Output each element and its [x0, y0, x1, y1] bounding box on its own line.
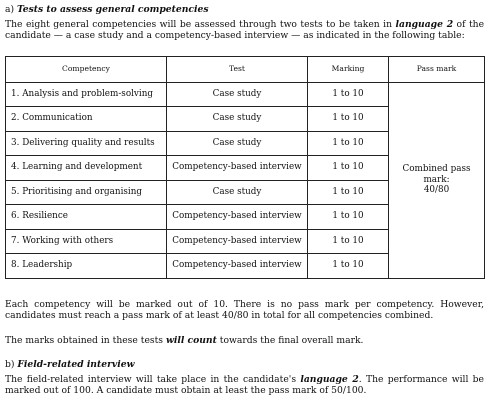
marking-cell: 1 to 10 [308, 205, 389, 230]
test-cell: Competency-based interview [167, 254, 308, 279]
test-cell: Case study [167, 107, 308, 132]
document-page [5, 4, 484, 397]
section-b-text-2: . The performance will be marked out of 100. A candidate must obtain at least the pass mark of 50/100. [5, 373, 484, 396]
competency-cell: 5. Prioritising and organising [6, 180, 167, 205]
header-test: Test [167, 56, 308, 82]
competency-table [5, 56, 485, 279]
marking-cell: 1 to 10 [308, 131, 389, 156]
section-a-heading [5, 4, 484, 16]
test-cell: Case study [167, 82, 308, 107]
test-cell: Competency-based interview [167, 229, 308, 254]
marking-cell: 1 to 10 [308, 82, 389, 107]
section-b-title: Field-related interview [17, 359, 135, 370]
table-row [6, 82, 485, 107]
section-b-label: b) [5, 359, 15, 370]
pass-mark-cell [389, 82, 485, 278]
marking-paragraph: Each competency will be marked out of 10. There is no pass mark per competency. However, candidates must reach a pass mark of at least 40/80 in total for all competencies combined. [5, 298, 484, 321]
header-competency: Competency [6, 56, 167, 82]
marking-cell: 1 to 10 [308, 254, 389, 279]
competency-cell: 4. Learning and development [6, 156, 167, 181]
marking-cell: 1 to 10 [308, 107, 389, 132]
intro-text-2: of the candidate — a case study and a competency-based interview — as indicated in the following table: [5, 18, 485, 41]
marking-cell: 1 to 10 [308, 180, 389, 205]
section-b-emphasis: language 2 [300, 373, 359, 385]
marks-count-paragraph [5, 335, 484, 347]
intro-text-1: The eight general competencies will be assessed through two tests to be taken in [5, 18, 396, 30]
marks-count-emphasis: will count [165, 334, 217, 346]
test-cell: Case study [167, 131, 308, 156]
header-marking: Marking [308, 56, 389, 82]
competency-cell: 1. Analysis and problem-solving [6, 82, 167, 107]
section-b-text [5, 374, 484, 397]
section-a-label: a) [5, 4, 15, 15]
marking-cell: 1 to 10 [308, 156, 389, 181]
section-b-heading [5, 359, 484, 371]
test-cell: Case study [167, 180, 308, 205]
table-header-row [6, 56, 485, 82]
section-a-intro [5, 19, 484, 42]
competency-cell: 3. Delivering quality and results [6, 131, 167, 156]
competency-cell: 6. Resilience [6, 205, 167, 230]
intro-emphasis: language 2 [395, 18, 454, 30]
pass-mark-value: 40/80 [423, 185, 450, 196]
section-a-title: Tests to assess general competencies [16, 4, 209, 15]
competency-cell: 2. Communication [6, 107, 167, 132]
competency-cell: 7. Working with others [6, 229, 167, 254]
test-cell: Competency-based interview [167, 205, 308, 230]
header-pass-mark: Pass mark [389, 56, 485, 82]
test-cell: Competency-based interview [167, 156, 308, 181]
competency-cell: 8. Leadership [6, 254, 167, 279]
marks-count-text-2: towards the final overall mark. [216, 334, 364, 346]
pass-mark-label: Combined pass mark: [402, 163, 471, 185]
marks-count-text-1: The marks obtained in these tests [5, 334, 166, 346]
section-b-text-1: The field-related interview will take place in the candidate's [5, 373, 301, 385]
marking-cell: 1 to 10 [308, 229, 389, 254]
